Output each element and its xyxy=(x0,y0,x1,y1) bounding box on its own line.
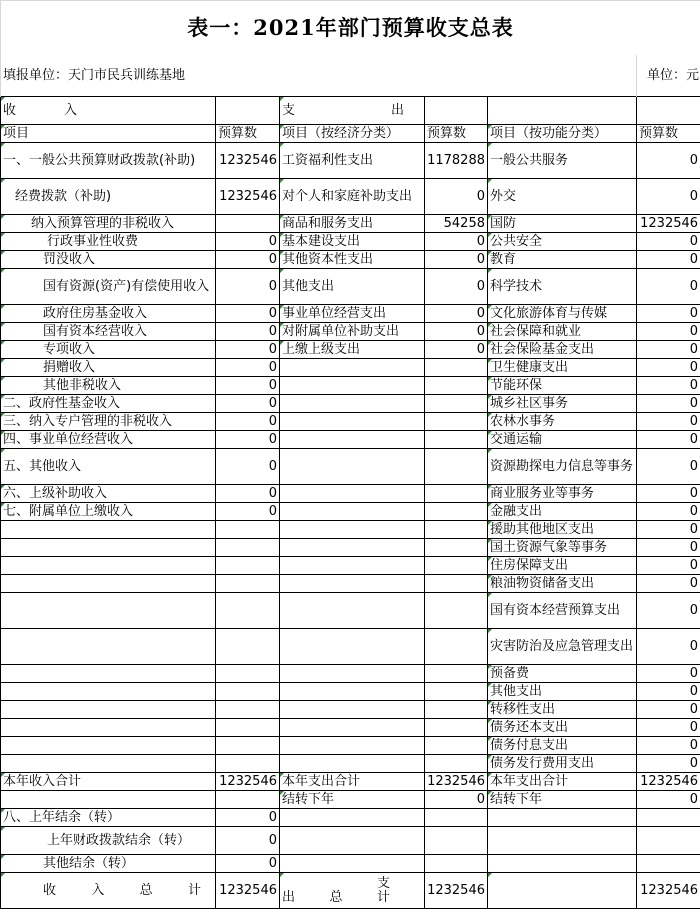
income-item-cell: 七、附属单位上缴收入 xyxy=(1,503,216,521)
econ-budget-cell: 0 xyxy=(425,251,488,269)
table-row xyxy=(1,755,700,773)
expense-header-char-2: 出 xyxy=(390,103,404,118)
econ-budget-cell: 0 xyxy=(425,341,488,359)
grand-total-income-char: 入 xyxy=(91,883,105,898)
income-budget-cell: 0 xyxy=(216,233,280,251)
table-row xyxy=(1,485,700,503)
econ-item-cell: 其他资本性支出 xyxy=(280,251,425,269)
func-budget-cell: 0 xyxy=(637,575,700,593)
income-budget-cell: 0 xyxy=(216,341,280,359)
income-item-cell: 行政事业性收费 xyxy=(1,233,216,251)
table-row xyxy=(1,449,700,485)
func-item-cell xyxy=(488,855,637,873)
econ-budget-cell xyxy=(425,449,488,485)
income-item-cell xyxy=(1,683,216,701)
econ-item-cell: 本年支出合计 xyxy=(280,773,425,791)
table-row xyxy=(1,855,700,873)
func-budget-cell: 0 xyxy=(637,791,700,809)
table-row xyxy=(1,341,700,359)
func-budget-cell: 0 xyxy=(637,485,700,503)
econ-budget-cell xyxy=(425,485,488,503)
econ-budget-cell xyxy=(425,755,488,773)
table-row xyxy=(1,395,700,413)
econ-item-cell xyxy=(280,557,425,575)
table-row xyxy=(1,827,700,855)
econ-item-cell xyxy=(280,503,425,521)
func-item-cell xyxy=(488,809,637,827)
blank-cell xyxy=(637,97,700,125)
func-item-cell: 债务发行费用支出 xyxy=(488,755,637,773)
econ-item-cell xyxy=(280,485,425,503)
econ-item-cell: 基本建设支出 xyxy=(280,233,425,251)
func-item-cell: 交通运输 xyxy=(488,431,637,449)
econ-budget-cell: 54258 xyxy=(425,215,488,233)
econ-item-cell xyxy=(280,575,425,593)
table-row xyxy=(1,629,700,665)
func-item-cell: 公共安全 xyxy=(488,233,637,251)
func-item-cell: 预备费 xyxy=(488,665,637,683)
income-budget-cell xyxy=(216,575,280,593)
income-item-cell: 其他结余（转） xyxy=(1,855,216,873)
econ-item-cell xyxy=(280,377,425,395)
grand-total-row xyxy=(1,873,700,909)
func-budget-cell xyxy=(637,827,700,855)
income-budget-cell: 0 xyxy=(216,269,280,305)
filing-unit: 填报单位：天门市民兵训练基地 xyxy=(1,55,637,97)
income-item-cell xyxy=(1,755,216,773)
econ-item-cell: 工资福利性支出 xyxy=(280,143,425,179)
table-row xyxy=(1,665,700,683)
func-budget-cell: 0 xyxy=(637,233,700,251)
table-row xyxy=(1,521,700,539)
econ-budget-cell: 0 xyxy=(425,233,488,251)
table-row xyxy=(1,413,700,431)
econ-item-cell xyxy=(280,701,425,719)
func-item-cell: 国防 xyxy=(488,215,637,233)
income-item-cell xyxy=(1,665,216,683)
table-row xyxy=(1,179,700,215)
income-item-cell xyxy=(1,719,216,737)
econ-item-cell xyxy=(280,395,425,413)
func-budget-cell: 0 xyxy=(637,719,700,737)
econ-budget-cell xyxy=(425,737,488,755)
income-budget-cell xyxy=(216,557,280,575)
table-row xyxy=(1,557,700,575)
econ-item-cell: 对个人和家庭补助支出 xyxy=(280,179,425,215)
income-header-char-2: 入 xyxy=(64,103,78,118)
func-budget-cell: 1232546 xyxy=(637,773,700,791)
econ-budget-cell xyxy=(425,539,488,557)
income-item-cell: 纳入预算管理的非税收入 xyxy=(1,215,216,233)
table-row xyxy=(1,251,700,269)
econ-budget-cell xyxy=(425,575,488,593)
income-budget-cell: 1232546 xyxy=(216,773,280,791)
income-budget-cell: 0 xyxy=(216,413,280,431)
func-item-cell: 其他支出 xyxy=(488,683,637,701)
income-item-cell: 八、上年结余（转） xyxy=(1,809,216,827)
func-budget-cell: 0 xyxy=(637,521,700,539)
func-budget-cell: 0 xyxy=(637,755,700,773)
econ-item-cell xyxy=(280,683,425,701)
income-item-cell: 国有资源(资产)有偿使用收入 xyxy=(1,269,216,305)
func-budget-cell: 0 xyxy=(637,143,700,179)
func-budget-cell: 0 xyxy=(637,665,700,683)
income-item-cell xyxy=(1,575,216,593)
econ-item-cell: 对附属单位补助支出 xyxy=(280,323,425,341)
page-title: 表一：2021年部门预算收支总表 xyxy=(1,1,700,55)
func-budget-cell: 0 xyxy=(637,179,700,215)
econ-budget-cell xyxy=(425,827,488,855)
func-budget-cell: 0 xyxy=(637,557,700,575)
func-item-cell: 住房保障支出 xyxy=(488,557,637,575)
table-row xyxy=(1,233,700,251)
income-item-cell: 三、纳入专户管理的非税收入 xyxy=(1,413,216,431)
income-header-char-1: 收 xyxy=(3,103,17,118)
income-item-cell xyxy=(1,521,216,539)
func-budget-cell: 1232546 xyxy=(637,215,700,233)
table-row xyxy=(1,737,700,755)
income-item-cell: 四、事业单位经营收入 xyxy=(1,431,216,449)
income-budget-cell xyxy=(216,593,280,629)
unit-label: 单位：元 xyxy=(637,55,700,97)
income-budget-cell: 0 xyxy=(216,855,280,873)
econ-budget-cell: 1232546 xyxy=(425,773,488,791)
grand-total-income-char: 计 xyxy=(187,883,201,898)
econ-budget-cell xyxy=(425,701,488,719)
econ-item-cell: 商品和服务支出 xyxy=(280,215,425,233)
func-item-cell: 灾害防治及应急管理支出 xyxy=(488,629,637,665)
table-row xyxy=(1,359,700,377)
econ-item-cell: 其他支出 xyxy=(280,269,425,305)
col-header-econ-budget: 预算数 xyxy=(425,125,488,143)
func-item-cell: 金融支出 xyxy=(488,503,637,521)
grand-total-expense-char: 支 xyxy=(376,875,390,891)
income-budget-cell xyxy=(216,539,280,557)
econ-budget-cell: 1178288 xyxy=(425,143,488,179)
income-budget-cell xyxy=(216,683,280,701)
func-item-cell: 城乡社区事务 xyxy=(488,395,637,413)
income-budget-cell: 0 xyxy=(216,251,280,269)
income-item-cell: 五、其他收入 xyxy=(1,449,216,485)
table-row xyxy=(1,269,700,305)
income-item-cell xyxy=(1,737,216,755)
grand-total-econ-value: 1232546 xyxy=(425,873,488,909)
econ-item-cell xyxy=(280,665,425,683)
income-item-cell: 六、上级补助收入 xyxy=(1,485,216,503)
income-budget-cell: 0 xyxy=(216,503,280,521)
econ-item-cell xyxy=(280,827,425,855)
func-budget-cell: 0 xyxy=(637,431,700,449)
blank-cell xyxy=(216,97,280,125)
income-item-cell: 国有资本经营收入 xyxy=(1,323,216,341)
func-item-cell: 卫生健康支出 xyxy=(488,359,637,377)
income-budget-cell: 0 xyxy=(216,305,280,323)
table-row xyxy=(1,323,700,341)
econ-item-cell: 结转下年 xyxy=(280,791,425,809)
grand-total-expense-char: 总 xyxy=(329,889,343,905)
econ-item-cell xyxy=(280,413,425,431)
func-item-cell: 债务付息支出 xyxy=(488,737,637,755)
func-item-cell: 本年支出合计 xyxy=(488,773,637,791)
income-budget-cell: 0 xyxy=(216,809,280,827)
func-item-cell: 一般公共服务 xyxy=(488,143,637,179)
func-item-cell: 国有资本经营预算支出 xyxy=(488,593,637,629)
income-budget-cell: 0 xyxy=(216,395,280,413)
table-row xyxy=(1,431,700,449)
income-section-header xyxy=(1,97,216,125)
econ-item-cell xyxy=(280,593,425,629)
income-budget-cell xyxy=(216,719,280,737)
econ-item-cell: 事业单位经营支出 xyxy=(280,305,425,323)
func-item-cell: 转移性支出 xyxy=(488,701,637,719)
func-item-cell: 粮油物资储备支出 xyxy=(488,575,637,593)
table-row xyxy=(1,215,700,233)
grand-total-func-label xyxy=(488,873,637,909)
col-header-func-budget: 预算数 xyxy=(637,125,700,143)
income-budget-cell: 0 xyxy=(216,827,280,855)
grand-total-income-char: 收 xyxy=(43,883,57,898)
econ-item-cell xyxy=(280,521,425,539)
econ-budget-cell xyxy=(425,683,488,701)
func-budget-cell xyxy=(637,809,700,827)
func-item-cell: 社会保险基金支出 xyxy=(488,341,637,359)
econ-item-cell xyxy=(280,737,425,755)
econ-item-cell xyxy=(280,449,425,485)
table-row xyxy=(1,773,700,791)
func-item-cell: 结转下年 xyxy=(488,791,637,809)
func-item-cell: 社会保障和就业 xyxy=(488,323,637,341)
income-item-cell: 本年收入合计 xyxy=(1,773,216,791)
expense-section-header xyxy=(280,97,425,125)
table-row xyxy=(1,143,700,179)
table-row xyxy=(1,593,700,629)
income-budget-cell: 1232546 xyxy=(216,143,280,179)
table-row xyxy=(1,791,700,809)
table-row xyxy=(1,575,700,593)
grand-total-income-value: 1232546 xyxy=(216,873,280,909)
econ-item-cell: 上缴上级支出 xyxy=(280,341,425,359)
func-budget-cell: 0 xyxy=(637,593,700,629)
econ-budget-cell xyxy=(425,593,488,629)
income-item-cell xyxy=(1,791,216,809)
func-budget-cell: 0 xyxy=(637,503,700,521)
blank-cell xyxy=(425,97,488,125)
func-item-cell: 国土资源气象等事务 xyxy=(488,539,637,557)
econ-budget-cell xyxy=(425,557,488,575)
econ-item-cell xyxy=(280,755,425,773)
grand-total-expense-label xyxy=(280,873,425,909)
col-header-income-item: 项目 xyxy=(1,125,216,143)
income-budget-cell: 0 xyxy=(216,431,280,449)
func-item-cell: 资源勘探电力信息等事务 xyxy=(488,449,637,485)
func-budget-cell: 0 xyxy=(637,377,700,395)
func-item-cell: 援助其他地区支出 xyxy=(488,521,637,539)
econ-item-cell xyxy=(280,809,425,827)
econ-budget-cell xyxy=(425,855,488,873)
func-item-cell: 科学技术 xyxy=(488,269,637,305)
income-budget-cell: 0 xyxy=(216,377,280,395)
table-row xyxy=(1,683,700,701)
income-budget-cell xyxy=(216,791,280,809)
econ-budget-cell xyxy=(425,719,488,737)
table-row xyxy=(1,503,700,521)
grand-total-income-char: 总 xyxy=(139,883,153,898)
func-budget-cell: 0 xyxy=(637,413,700,431)
income-item-cell: 上年财政拨款结余（转） xyxy=(1,827,216,855)
econ-item-cell xyxy=(280,855,425,873)
econ-budget-cell: 0 xyxy=(425,323,488,341)
table-row xyxy=(1,701,700,719)
func-budget-cell: 0 xyxy=(637,269,700,305)
col-header-econ-item: 项目（按经济分类） xyxy=(280,125,425,143)
econ-item-cell xyxy=(280,719,425,737)
table-row xyxy=(1,539,700,557)
econ-budget-cell: 0 xyxy=(425,791,488,809)
func-budget-cell xyxy=(637,855,700,873)
income-budget-cell xyxy=(216,755,280,773)
func-item-cell xyxy=(488,827,637,855)
income-budget-cell xyxy=(216,629,280,665)
income-budget-cell xyxy=(216,215,280,233)
func-item-cell: 节能环保 xyxy=(488,377,637,395)
income-budget-cell: 0 xyxy=(216,485,280,503)
income-budget-cell xyxy=(216,701,280,719)
func-item-cell: 债务还本支出 xyxy=(488,719,637,737)
econ-budget-cell: 0 xyxy=(425,305,488,323)
func-budget-cell: 0 xyxy=(637,539,700,557)
grand-total-expense-char: 计 xyxy=(376,889,390,905)
income-item-cell xyxy=(1,629,216,665)
func-budget-cell: 0 xyxy=(637,683,700,701)
econ-budget-cell xyxy=(425,413,488,431)
func-budget-cell: 0 xyxy=(637,359,700,377)
func-item-cell: 商业服务业等事务 xyxy=(488,485,637,503)
func-budget-cell: 0 xyxy=(637,737,700,755)
func-budget-cell: 0 xyxy=(637,251,700,269)
income-item-cell: 二、政府性基金收入 xyxy=(1,395,216,413)
income-budget-cell: 0 xyxy=(216,359,280,377)
table-row xyxy=(1,719,700,737)
func-budget-cell: 0 xyxy=(637,449,700,485)
grand-total-expense-char: 出 xyxy=(282,889,296,905)
income-budget-cell xyxy=(216,665,280,683)
income-item-cell: 政府住房基金收入 xyxy=(1,305,216,323)
col-header-func-item: 项目（按功能分类） xyxy=(488,125,637,143)
econ-item-cell xyxy=(280,629,425,665)
income-item-cell: 经费拨款（补助) xyxy=(1,179,216,215)
income-budget-cell xyxy=(216,521,280,539)
econ-item-cell xyxy=(280,539,425,557)
income-item-cell: 一、一般公共预算财政拨款(补助) xyxy=(1,143,216,179)
econ-budget-cell: 0 xyxy=(425,269,488,305)
econ-budget-cell xyxy=(425,503,488,521)
income-item-cell xyxy=(1,593,216,629)
econ-budget-cell xyxy=(425,395,488,413)
func-budget-cell: 0 xyxy=(637,701,700,719)
func-item-cell: 文化旅游体育与传媒 xyxy=(488,305,637,323)
econ-budget-cell: 0 xyxy=(425,179,488,215)
func-item-cell: 农林水事务 xyxy=(488,413,637,431)
expense-header-char-1: 支 xyxy=(282,103,296,118)
econ-budget-cell xyxy=(425,809,488,827)
func-budget-cell: 0 xyxy=(637,305,700,323)
econ-budget-cell xyxy=(425,665,488,683)
grand-total-func-value: 1232546 xyxy=(637,873,700,909)
income-item-cell: 其他非税收入 xyxy=(1,377,216,395)
func-budget-cell: 0 xyxy=(637,323,700,341)
income-budget-cell xyxy=(216,737,280,755)
table-row xyxy=(1,305,700,323)
blank-cell xyxy=(488,97,637,125)
econ-item-cell xyxy=(280,359,425,377)
econ-budget-cell xyxy=(425,431,488,449)
func-item-cell: 教育 xyxy=(488,251,637,269)
income-item-cell: 罚没收入 xyxy=(1,251,216,269)
func-budget-cell: 0 xyxy=(637,395,700,413)
econ-item-cell xyxy=(280,431,425,449)
econ-budget-cell xyxy=(425,521,488,539)
table-row xyxy=(1,377,700,395)
func-item-cell: 外交 xyxy=(488,179,637,215)
income-item-cell xyxy=(1,557,216,575)
econ-budget-cell xyxy=(425,629,488,665)
income-item-cell: 捐赠收入 xyxy=(1,359,216,377)
income-budget-cell: 0 xyxy=(216,449,280,485)
income-budget-cell: 1232546 xyxy=(216,179,280,215)
econ-budget-cell xyxy=(425,359,488,377)
table-row xyxy=(1,809,700,827)
income-item-cell xyxy=(1,539,216,557)
income-item-cell xyxy=(1,701,216,719)
func-budget-cell: 0 xyxy=(637,629,700,665)
income-budget-cell: 0 xyxy=(216,323,280,341)
col-header-income-budget: 预算数 xyxy=(216,125,280,143)
econ-budget-cell xyxy=(425,377,488,395)
func-budget-cell: 0 xyxy=(637,341,700,359)
grand-total-income-label xyxy=(1,873,216,909)
income-item-cell: 专项收入 xyxy=(1,341,216,359)
